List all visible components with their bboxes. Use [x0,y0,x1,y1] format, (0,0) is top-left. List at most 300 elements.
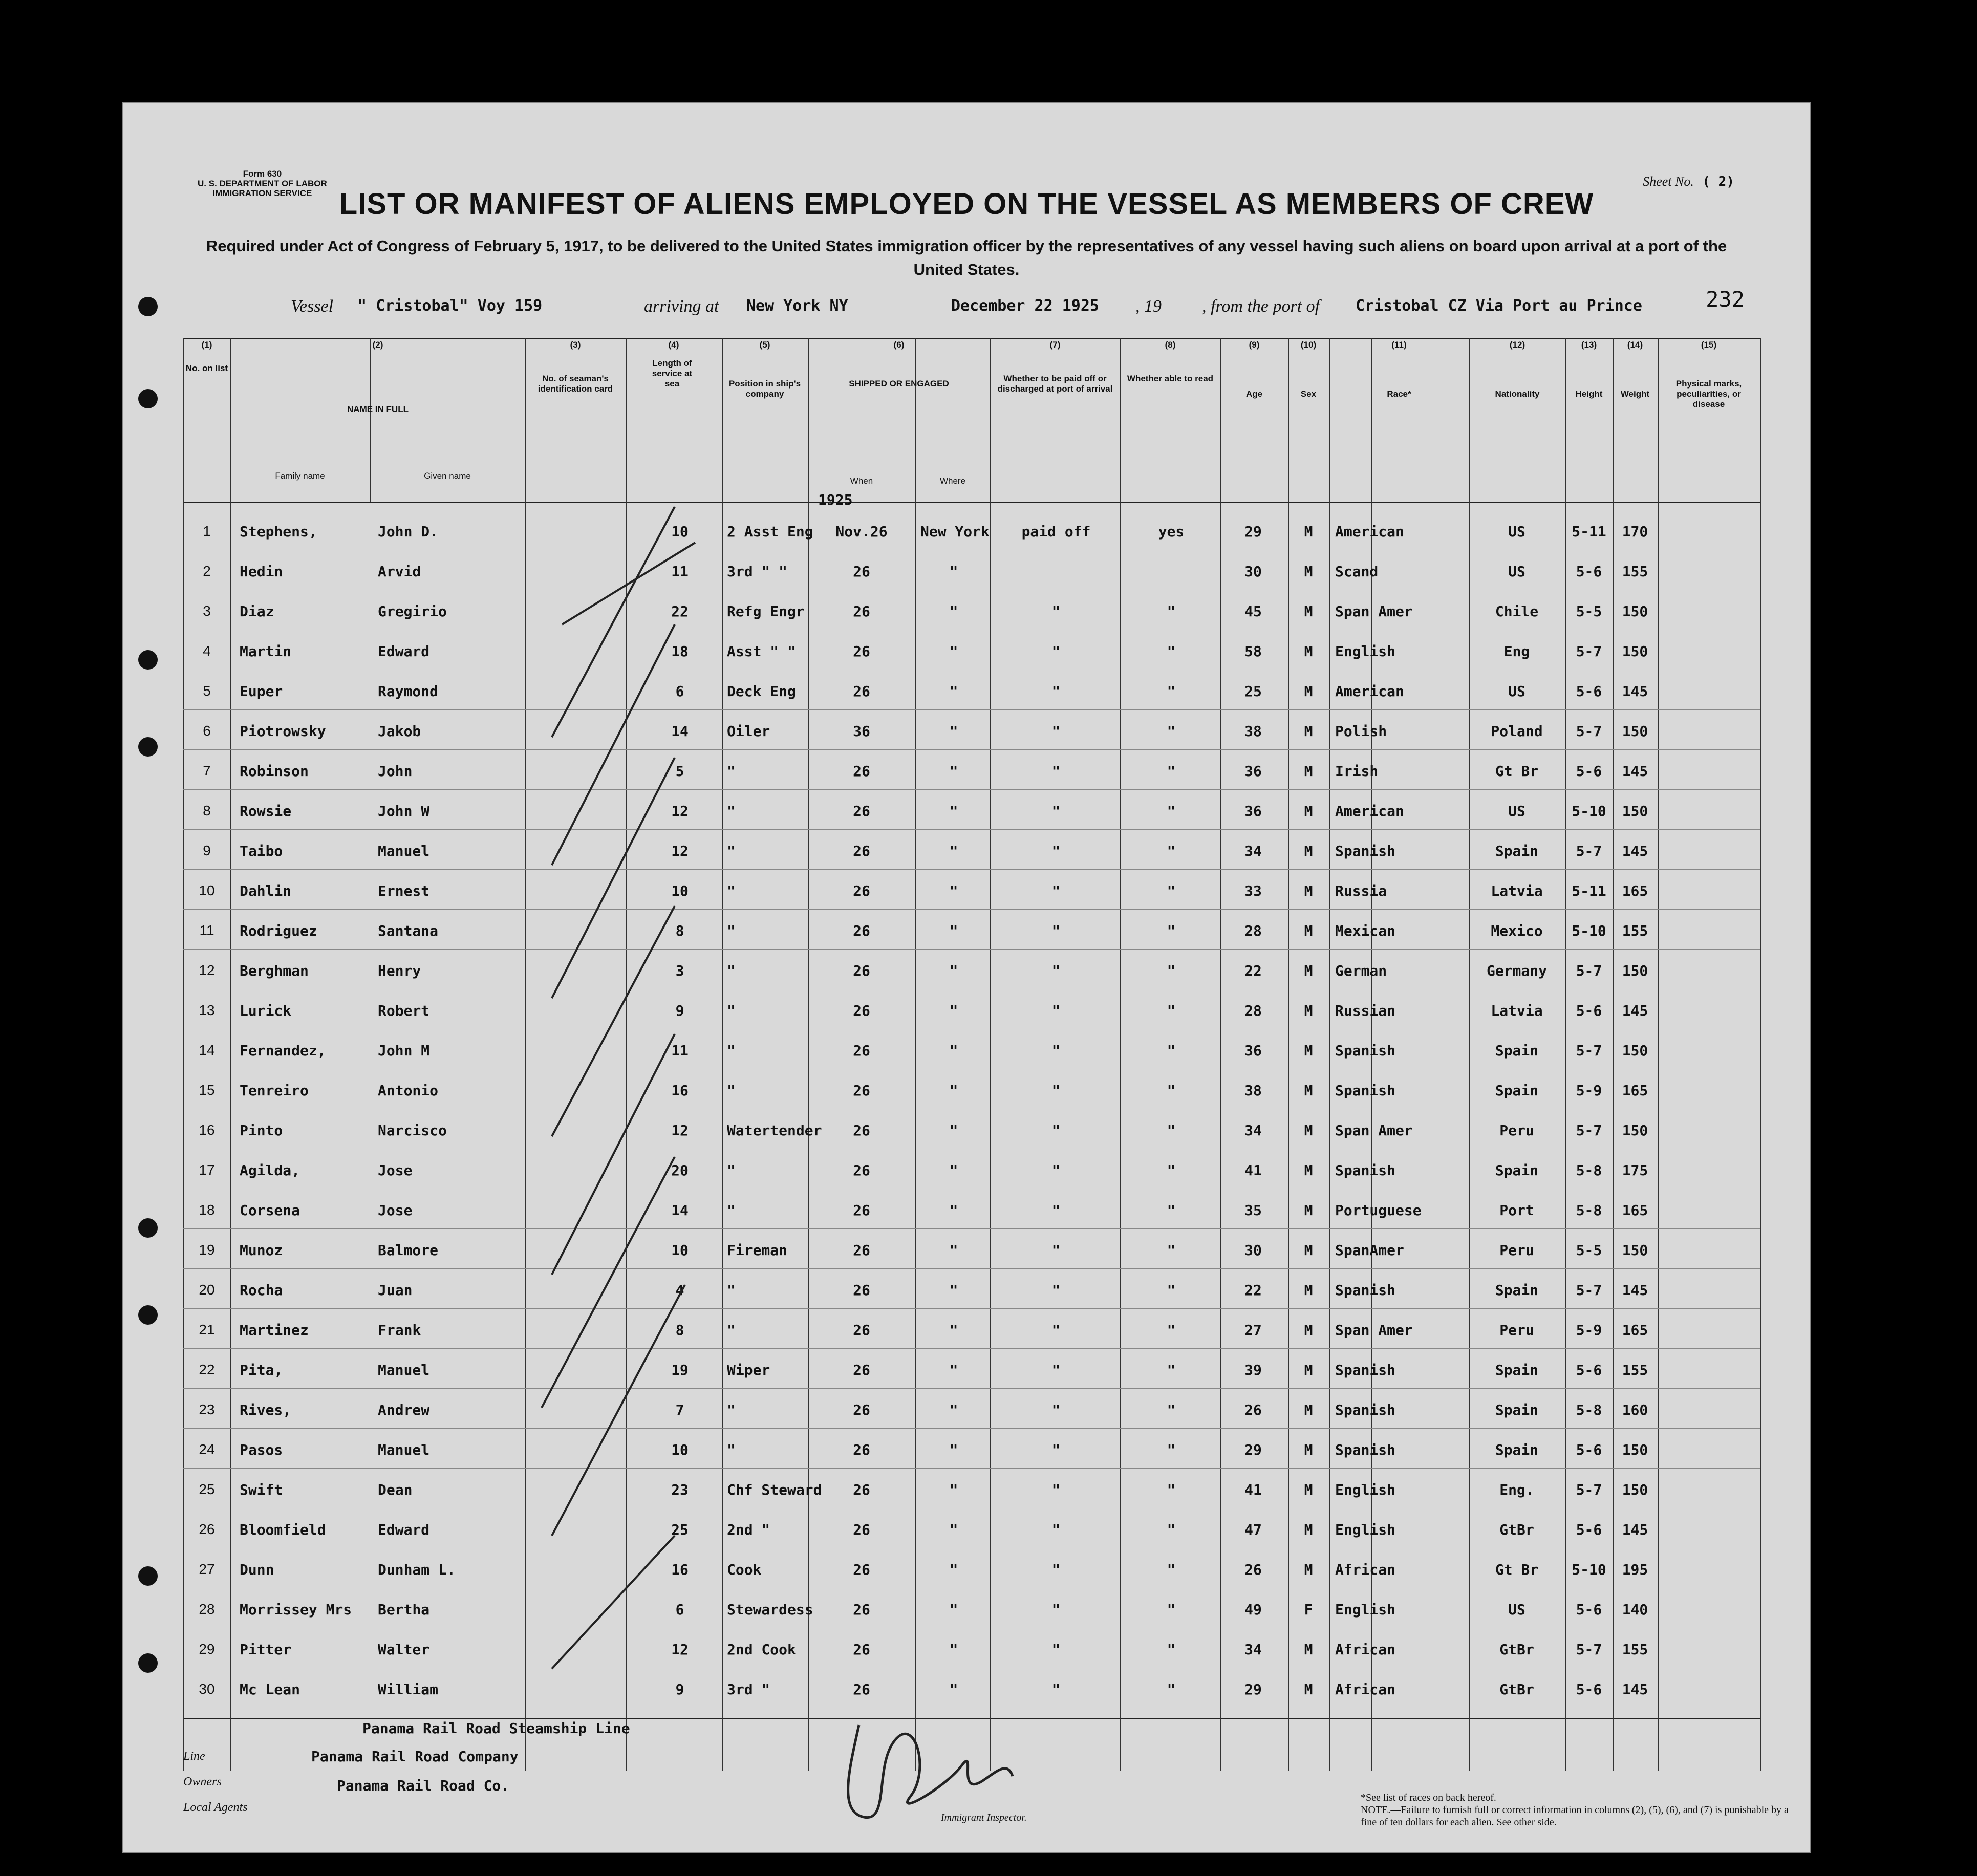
cell-row-number: 28 [199,1601,215,1617]
agents-label: Local Agents [183,1801,248,1814]
cell-family-name: Mc Lean [240,1681,300,1698]
shipped-year: 1925 [818,491,853,508]
cell-shipped-where: " [949,643,958,660]
cell-row-number: 22 [199,1362,215,1377]
cell-shipped-where: " [949,1002,958,1019]
cell-row-number: 24 [199,1441,215,1457]
col-header-weight: Weight [1620,389,1650,399]
cell-position: " [727,1401,736,1418]
cell-shipped-when: 26 [853,1681,870,1698]
cell-sex: M [1304,1242,1313,1259]
cell-race: African [1335,1681,1396,1698]
cell-given-name: Henry [378,962,421,979]
col-num-10: (10) [1300,340,1317,350]
col-header-position: Position in ship's company [728,379,801,399]
cell-race: English [1335,643,1396,660]
owners-value: Panama Rail Road Company [311,1748,519,1765]
cell-age: 45 [1244,603,1262,620]
cell-shipped-when: 26 [853,683,870,700]
cell-given-name: Manuel [378,843,430,859]
cell-nationality: Spain [1495,1042,1539,1059]
cell-able-to-read: " [1167,763,1176,780]
cell-age: 58 [1244,643,1262,660]
cell-shipped-when: 26 [853,1042,870,1059]
cell-position: Fireman [727,1242,788,1259]
cell-service-length: 18 [671,643,689,660]
cell-family-name: Taibo [240,843,283,859]
cell-shipped-when: 26 [853,962,870,979]
col-header-nationality: Nationality [1495,389,1540,399]
cell-paid-off: " [1051,882,1061,899]
cell-race: Portuguese [1335,1202,1422,1219]
cell-position: " [727,843,736,859]
cell-height: 5-11 [1572,523,1606,540]
cell-race: Spanish [1335,1401,1396,1418]
cell-shipped-when: 26 [853,922,870,939]
cell-able-to-read: " [1167,683,1176,700]
cell-position: " [727,803,736,820]
cell-weight: 155 [1622,563,1648,580]
cell-race: German [1335,962,1387,979]
col-header-card: No. of seaman's identification card [538,374,613,394]
check-mark [552,624,675,865]
cell-able-to-read: " [1167,1042,1176,1059]
cell-able-to-read: " [1167,1401,1176,1418]
cell-height: 5-11 [1572,882,1606,899]
cell-family-name: Euper [240,683,283,700]
cell-row-number: 3 [203,603,211,619]
cell-height: 5-10 [1572,1561,1606,1578]
cell-weight: 175 [1622,1162,1648,1179]
cell-shipped-when: 26 [853,603,870,620]
binder-hole [138,1653,158,1673]
cell-sex: M [1304,1042,1313,1059]
cell-service-length: 8 [675,1322,684,1339]
cell-shipped-when: 26 [853,1002,870,1019]
col-header-paid: Whether to be paid off or discharged at port of arrival [997,374,1113,394]
cell-paid-off: " [1051,643,1061,660]
cell-height: 5-7 [1576,643,1602,660]
cell-height: 5-6 [1576,683,1602,700]
arriving-label: arriving at [644,297,719,316]
cell-shipped-where: " [949,1641,958,1658]
cell-given-name: Raymond [378,683,439,700]
cell-service-length: 4 [675,1282,684,1299]
cell-family-name: Dahlin [240,882,292,899]
cell-nationality: Latvia [1491,882,1543,899]
cell-weight: 165 [1622,1202,1648,1219]
binder-hole [138,650,158,670]
cell-height: 5-6 [1576,1521,1602,1538]
cell-nationality: Mexico [1491,922,1543,939]
cell-able-to-read: " [1167,1681,1176,1698]
cell-weight: 150 [1622,1242,1648,1259]
cell-sex: M [1304,1681,1313,1698]
cell-age: 29 [1244,1681,1262,1698]
cell-sex: M [1304,1322,1313,1339]
cell-position: Wiper [727,1362,770,1378]
cell-position: Watertender [727,1122,822,1139]
cell-weight: 195 [1622,1561,1648,1578]
col-num-9: (9) [1249,340,1260,350]
cell-position: " [727,1002,736,1019]
cell-nationality: US [1508,523,1525,540]
vessel-name: " Cristobal" Voy 159 [357,297,543,315]
cell-shipped-when: Nov.26 [835,523,888,540]
cell-able-to-read: " [1167,962,1176,979]
cell-row-number: 30 [199,1681,215,1697]
cell-service-length: 5 [675,763,684,780]
cell-service-length: 10 [671,882,689,899]
cell-shipped-when: 26 [853,1122,870,1139]
cell-paid-off: " [1051,843,1061,859]
cell-weight: 145 [1622,1521,1648,1538]
cell-family-name: Rodriguez [240,922,317,939]
cell-sex: M [1304,1162,1313,1179]
cell-position: " [727,1282,736,1299]
cell-paid-off: " [1051,1002,1061,1019]
cell-weight: 170 [1622,523,1648,540]
cell-race: Mexican [1335,922,1396,939]
cell-paid-off: " [1051,962,1061,979]
cell-shipped-when: 26 [853,1242,870,1259]
cell-age: 22 [1244,962,1262,979]
cell-row-number: 17 [199,1162,215,1178]
year-label: , 19 [1135,297,1162,316]
cell-family-name: Piotrowsky [240,723,326,740]
cell-service-length: 11 [671,563,689,580]
cell-height: 5-6 [1576,1441,1602,1458]
cell-sex: M [1304,643,1313,660]
cell-age: 34 [1244,1641,1262,1658]
cell-shipped-where: " [949,922,958,939]
cell-able-to-read: " [1167,1242,1176,1259]
cell-shipped-where: " [949,1521,958,1538]
cell-family-name: Martin [240,643,292,660]
cell-race: Spanish [1335,1362,1396,1378]
cell-service-length: 16 [671,1561,689,1578]
cell-weight: 145 [1622,1282,1648,1299]
cell-age: 36 [1244,763,1262,780]
cell-family-name: Pita, [240,1362,283,1378]
cell-row-number: 15 [199,1082,215,1098]
cell-service-length: 7 [675,1401,684,1418]
cell-age: 41 [1244,1481,1262,1498]
cell-position: 2 Asst Eng [727,523,813,540]
cell-given-name: Edward [378,1521,430,1538]
cell-age: 33 [1244,882,1262,899]
cell-race: English [1335,1481,1396,1498]
cell-row-number: 16 [199,1122,215,1138]
cell-given-name: Dunham L. [378,1561,456,1578]
cell-sex: M [1304,683,1313,700]
cell-race: African [1335,1561,1396,1578]
agents-value: Panama Rail Road Co. [337,1777,510,1794]
cell-row-number: 10 [199,882,215,898]
form-number: Form 630 [243,169,282,179]
cell-service-length: 20 [671,1162,689,1179]
cell-position: 2nd " [727,1521,770,1538]
cell-position: " [727,1441,736,1458]
cell-race: Span Amer [1335,1322,1413,1339]
cell-given-name: William [378,1681,439,1698]
cell-family-name: Corsena [240,1202,300,1219]
cell-nationality: Gt Br [1495,1561,1539,1578]
cell-position: " [727,962,736,979]
cell-service-length: 8 [675,922,684,939]
cell-nationality: Spain [1495,1282,1539,1299]
cell-sex: M [1304,763,1313,780]
cell-shipped-where: " [949,1042,958,1059]
cell-able-to-read: " [1167,1322,1176,1339]
owners-label: Owners [183,1775,222,1788]
cell-nationality: GtBr [1499,1521,1534,1538]
cell-shipped-when: 26 [853,882,870,899]
cell-age: 47 [1244,1521,1262,1538]
cell-paid-off: " [1051,922,1061,939]
cell-family-name: Stephens, [240,523,317,540]
cell-position: Cook [727,1561,762,1578]
cell-service-length: 11 [671,1042,689,1059]
cell-able-to-read: " [1167,1162,1176,1179]
cell-nationality: Peru [1499,1322,1534,1339]
cell-row-number: 25 [199,1481,215,1497]
cell-shipped-where: " [949,563,958,580]
cell-paid-off: " [1051,1362,1061,1378]
col-num-4: (4) [668,340,679,350]
cell-paid-off: " [1051,1561,1061,1578]
cell-nationality: Port [1499,1202,1534,1219]
cell-nationality: Spain [1495,843,1539,859]
cell-service-length: 12 [671,843,689,859]
cell-age: 41 [1244,1162,1262,1179]
cell-age: 27 [1244,1322,1262,1339]
cell-shipped-where: " [949,1481,958,1498]
cell-height: 5-7 [1576,1481,1602,1498]
cell-shipped-where: " [949,1082,958,1099]
cell-service-length: 3 [675,962,684,979]
cell-weight: 145 [1622,763,1648,780]
cell-given-name: Arvid [378,563,421,580]
cell-able-to-read: " [1167,1002,1176,1019]
cell-weight: 165 [1622,1082,1648,1099]
cell-given-name: Gregirio [378,603,447,620]
cell-sex: M [1304,723,1313,740]
cell-sex: M [1304,1282,1313,1299]
cell-race: Span Amer [1335,1122,1413,1139]
cell-nationality: Poland [1491,723,1543,740]
cell-shipped-where: " [949,1202,958,1219]
cell-weight: 145 [1622,683,1648,700]
cell-race: American [1335,683,1404,700]
cell-paid-off: " [1051,1202,1061,1219]
cell-race: Russia [1335,882,1387,899]
cell-shipped-when: 26 [853,1521,870,1538]
cell-family-name: Pinto [240,1122,283,1139]
cell-age: 34 [1244,1122,1262,1139]
cell-able-to-read: " [1167,1561,1176,1578]
cell-height: 5-7 [1576,962,1602,979]
cell-paid-off: " [1051,1282,1061,1299]
cell-shipped-where: " [949,1601,958,1618]
cell-family-name: Fernandez, [240,1042,326,1059]
cell-given-name: Edward [378,643,430,660]
cell-height: 5-9 [1576,1082,1602,1099]
cell-able-to-read: " [1167,1282,1176,1299]
cell-race: Spanish [1335,1082,1396,1099]
from-label: , from the port of [1202,297,1320,316]
cell-service-length: 6 [675,1601,684,1618]
cell-shipped-when: 26 [853,1481,870,1498]
cell-able-to-read: " [1167,882,1176,899]
col-num-6: (6) [893,340,905,350]
cell-age: 49 [1244,1601,1262,1618]
cell-given-name: Dean [378,1481,413,1498]
cell-row-number: 23 [199,1401,215,1417]
cell-able-to-read: " [1167,1641,1176,1658]
cell-race: English [1335,1601,1396,1618]
cell-race: Spanish [1335,1282,1396,1299]
arrival-date: December 22 1925 [951,297,1099,315]
cell-given-name: John M [378,1042,430,1059]
footnote-fine: NOTE.—Failure to furnish full or correct information in columns (2), (5), (6), and (7) is punishable by a fine of ten dollars for each alien. See other side. [1361,1804,1789,1828]
cell-row-number: 2 [203,563,211,579]
cell-sex: M [1304,922,1313,939]
col-num-13: (13) [1581,340,1597,350]
cell-age: 34 [1244,843,1262,859]
cell-age: 35 [1244,1202,1262,1219]
cell-shipped-when: 26 [853,1441,870,1458]
cell-row-number: 13 [199,1002,215,1018]
cell-nationality: Spain [1495,1362,1539,1378]
cell-height: 5-6 [1576,1601,1602,1618]
cell-position: " [727,882,736,899]
cell-height: 5-8 [1576,1401,1602,1418]
cell-paid-off: " [1051,683,1061,700]
cell-shipped-where: " [949,603,958,620]
cell-service-length: 10 [671,1242,689,1259]
cell-able-to-read: " [1167,1082,1176,1099]
col-num-2: (2) [372,340,383,350]
col-num-15: (15) [1701,340,1717,350]
cell-row-number: 7 [203,763,211,779]
cell-race: African [1335,1641,1396,1658]
col-header-sex: Sex [1300,389,1317,399]
cell-able-to-read: " [1167,603,1176,620]
check-mark [542,1157,675,1408]
col-header-family: Family name [275,471,325,481]
check-mark [552,1034,675,1275]
cell-given-name: John W [378,803,430,820]
cell-position: " [727,1202,736,1219]
cell-height: 5-6 [1576,1681,1602,1698]
cell-race: Scand [1335,563,1379,580]
cell-shipped-when: 26 [853,1401,870,1418]
check-mark [552,906,675,1136]
cell-shipped-when: 26 [853,1601,870,1618]
cell-shipped-where: " [949,683,958,700]
col-header-race: Race* [1387,389,1411,399]
cell-row-number: 11 [199,922,214,938]
cell-shipped-when: 26 [853,803,870,820]
cell-height: 5-7 [1576,1641,1602,1658]
cell-able-to-read: " [1167,1601,1176,1618]
cell-given-name: Walter [378,1641,430,1658]
cell-weight: 150 [1622,723,1648,740]
cell-weight: 165 [1622,1322,1648,1339]
cell-able-to-read: " [1167,803,1176,820]
cell-race: American [1335,523,1404,540]
cell-given-name: Manuel [378,1362,430,1378]
cell-paid-off: " [1051,803,1061,820]
cell-shipped-when: 26 [853,1202,870,1219]
cell-weight: 150 [1622,1441,1648,1458]
cell-sex: M [1304,1202,1313,1219]
cell-nationality: Peru [1499,1122,1534,1139]
cell-shipped-when: 26 [853,643,870,660]
cell-age: 29 [1244,523,1262,540]
cell-weight: 150 [1622,1042,1648,1059]
cell-given-name: Jose [378,1202,413,1219]
cell-race: Polish [1335,723,1387,740]
cell-shipped-when: 26 [853,1322,870,1339]
cell-able-to-read: " [1167,843,1176,859]
cell-sex: M [1304,962,1313,979]
cell-family-name: Martinez [240,1322,309,1339]
cell-weight: 145 [1622,1002,1648,1019]
cell-family-name: Robinson [240,763,309,780]
cell-given-name: Narcisco [378,1122,447,1139]
cell-position: Chf Steward [727,1481,822,1498]
col-header-name: NAME IN FULL [347,404,409,414]
cell-shipped-when: 26 [853,1362,870,1378]
cell-given-name: Balmore [378,1242,439,1259]
cell-position: 2nd Cook [727,1641,796,1658]
cell-age: 38 [1244,1082,1262,1099]
cell-shipped-where: " [949,1242,958,1259]
cell-able-to-read: " [1167,1481,1176,1498]
cell-race: Spanish [1335,1042,1396,1059]
cell-age: 26 [1244,1561,1262,1578]
col-header-no: No. on list [185,363,228,373]
cell-paid-off: " [1051,1601,1061,1618]
cell-height: 5-10 [1572,803,1606,820]
col-num-5: (5) [759,340,770,350]
cell-service-length: 25 [671,1521,689,1538]
cell-position: " [727,1322,736,1339]
cell-nationality: Gt Br [1495,763,1539,780]
cell-shipped-when: 26 [853,1641,870,1658]
cell-given-name: Frank [378,1322,421,1339]
cell-shipped-when: 26 [853,763,870,780]
cell-nationality: Latvia [1491,1002,1543,1019]
cell-sex: M [1304,1521,1313,1538]
cell-row-number: 12 [199,962,215,978]
cell-position: 3rd " [727,1681,770,1698]
service: IMMIGRATION SERVICE [212,188,312,198]
cell-paid-off: " [1051,1641,1061,1658]
page-number: 232 [1706,287,1745,312]
cell-position: Stewardess [727,1601,813,1618]
cell-paid-off: " [1051,723,1061,740]
cell-age: 25 [1244,683,1262,700]
cell-shipped-where: " [949,882,958,899]
col-num-8: (8) [1165,340,1176,350]
binder-hole [138,1218,158,1238]
cell-nationality: Spain [1495,1441,1539,1458]
cell-shipped-where: " [949,1322,958,1339]
cell-row-number: 29 [199,1641,215,1657]
